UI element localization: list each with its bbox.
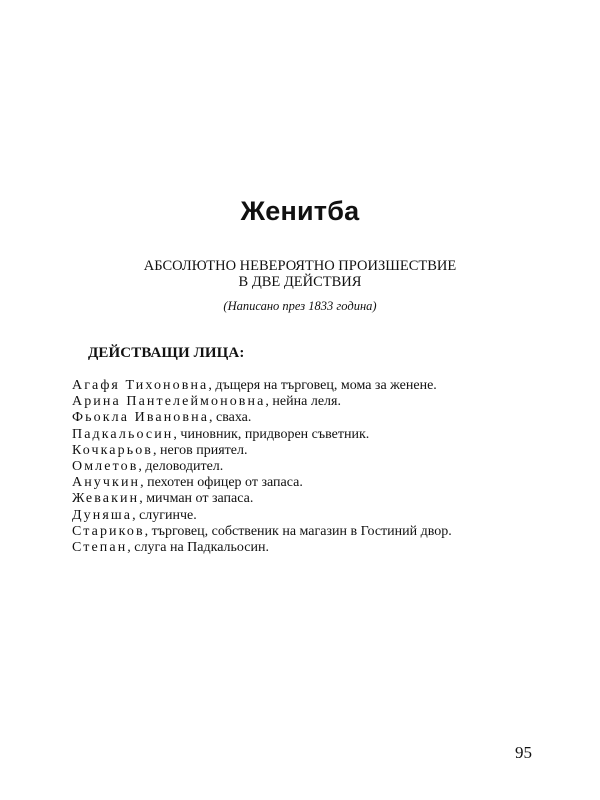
cast-item — [72, 410, 452, 426]
cast-description: , търговец, собственик на магазин в Гостиний двор. — [144, 523, 452, 539]
cast-name: Степан — [72, 540, 128, 556]
play-subtitle — [0, 258, 600, 290]
cast-name: Стариков — [72, 523, 145, 539]
cast-description: , сваха. — [209, 410, 252, 426]
cast-item — [72, 378, 452, 394]
subtitle-line-2: В ДВЕ ДЕЙСТВИЯ — [238, 274, 362, 290]
cast-name: Арина Пантелеймоновна — [72, 394, 266, 410]
cast-item — [72, 427, 452, 443]
cast-item — [72, 394, 452, 410]
cast-description: , мичман от запаса. — [139, 491, 254, 507]
cast-description: , нейна леля. — [265, 394, 341, 410]
cast-name: Анучкин — [72, 475, 141, 491]
page-number: 95 — [515, 743, 532, 762]
subtitle-line-1: АБСОЛЮТНО НЕВЕРОЯТНО ПРОИЗШЕСТВИЕ — [143, 258, 457, 274]
cast-heading: ДЕЙСТВАЩИ ЛИЦА: — [88, 345, 245, 361]
cast-description: , дъщеря на търговец, мома за женене. — [208, 378, 437, 393]
written-year-note: (Написано през 1833 година) — [223, 299, 377, 313]
cast-name: Падкальосин — [72, 426, 174, 442]
cast-name: Фьокла Ивановна — [72, 410, 210, 426]
cast-description: , деловодител. — [138, 459, 224, 475]
cast-item — [72, 443, 452, 459]
cast-name: Дуняша — [72, 507, 133, 523]
cast-description: , слугинче. — [132, 507, 197, 523]
cast-name: Жевакин — [72, 491, 140, 507]
cast-item — [72, 475, 452, 491]
cast-item — [72, 540, 452, 556]
cast-description: , чиновник, придворен съветник. — [173, 426, 370, 442]
cast-description: , негов приятел. — [153, 442, 248, 458]
cast-name: Омлетов — [72, 459, 139, 475]
cast-item — [72, 508, 452, 524]
cast-item — [72, 524, 452, 540]
cast-name: Кочкарьов — [72, 442, 154, 458]
cast-item — [72, 459, 452, 475]
cast-description: , пехотен офицер от запаса. — [140, 475, 303, 491]
cast-name: Агафя Тихоновна — [72, 378, 209, 393]
play-title: Женитба — [240, 196, 360, 226]
cast-list — [72, 378, 452, 556]
cast-item — [72, 491, 452, 507]
cast-description: , слуга на Падкальосин. — [127, 540, 269, 556]
